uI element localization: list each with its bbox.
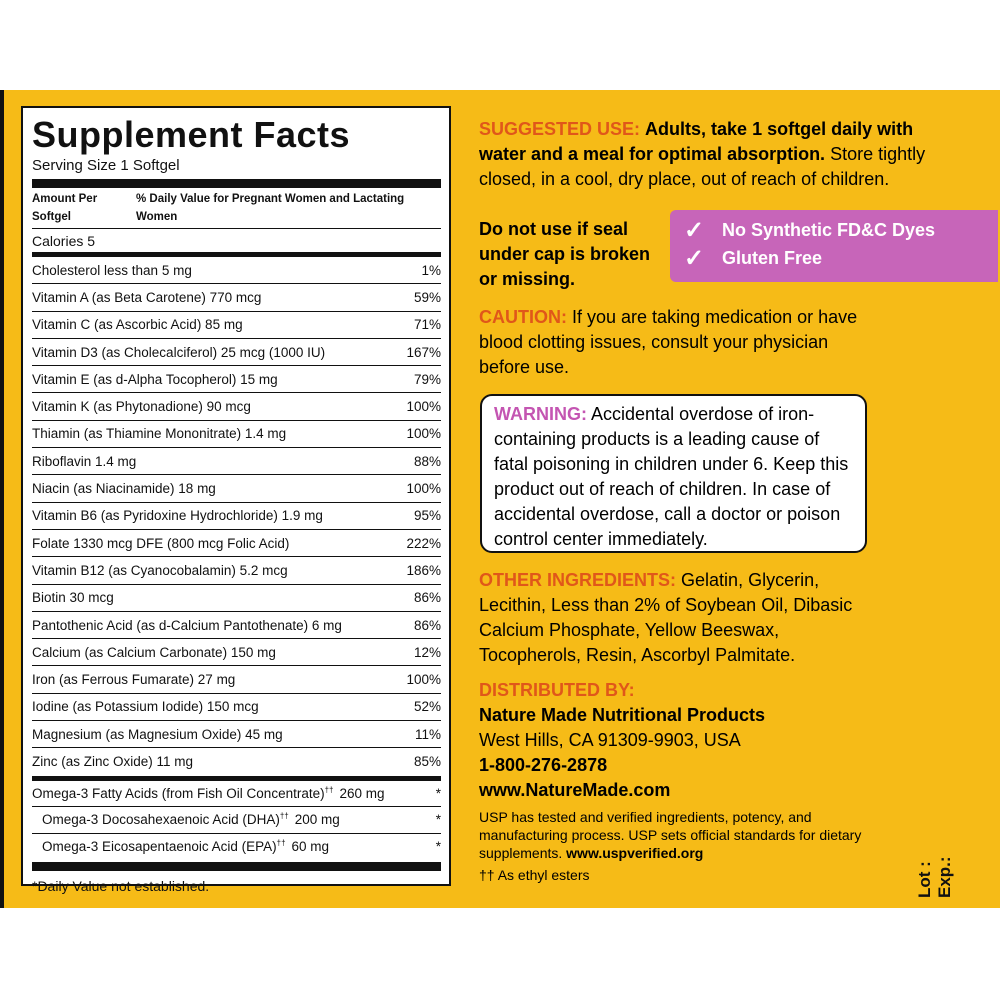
nutrient-name: Magnesium (as Magnesium Oxide) 45 mg [32,726,283,742]
omega-row [32,781,441,808]
storage-text: Store tightly closed, in a cool, dry place, out of reach of children. [479,144,926,189]
nutrient-name: Iodine (as Potassium Iodide) 150 mcg [32,699,259,715]
facts-header-row [32,190,441,229]
company-address: West Hills, CA 91309-9903, USA [479,730,741,750]
divider-thick [32,179,441,188]
seal-warning: Do not use if seal under cap is broken or missing. [479,219,651,289]
nutrient-row [32,284,441,311]
nutrient-dv: 1% [421,262,441,278]
nutrient-row [32,612,441,639]
nutrient-row [32,557,441,584]
nutrient-name: Vitamin B6 (as Pyridoxine Hydrochloride) 1.9 mg [32,508,323,524]
nutrient-name: Biotin 30 mcg [32,590,114,606]
omega-amount: 260 mg [339,785,385,801]
serving-size: Serving Size 1 Softgel [32,157,180,174]
nutrient-row [32,448,441,475]
divider-thick [32,862,441,871]
nutrient-dv: 186% [406,562,441,578]
nutrient-name: Vitamin D3 (as Cholecalciferol) 25 mcg (1000 IU) [32,344,326,360]
claim-row [684,216,998,244]
omega-name: Omega-3 Docosahexaenoic Acid (DHA) [42,812,280,828]
suggested-use-label: SUGGESTED USE: [479,119,641,139]
claim-gluten-free: Gluten Free [722,247,823,268]
nutrient-row [32,475,441,502]
omega-name: Omega-3 Fatty Acids (from Fish Oil Concentrate) [32,785,325,801]
nutrient-row [32,530,441,557]
nutrient-row [32,748,441,775]
nutrient-name: Niacin (as Niacinamide) 18 mg [32,481,216,497]
nutrient-name: Iron (as Ferrous Fumarate) 27 mg [32,672,236,688]
nutrient-dv: 79% [413,371,441,387]
nutrient-row [32,366,441,393]
other-ingredients [479,568,879,668]
nutrient-dv: 86% [413,617,441,633]
calories-row: Calories 5 [32,229,441,257]
omega-name: Omega-3 Eicosapentaenoic Acid (EPA) [42,839,277,855]
nutrient-dv: 222% [406,535,441,551]
amount-header: Amount Per Softgel [32,193,98,223]
nutrient-name: Thiamin (as Thiamine Mononitrate) 1.4 mg [32,426,287,442]
nutrient-row [32,694,441,721]
nutrient-dv: 100% [406,672,441,688]
esters-note: †† As ethyl esters [479,867,590,883]
omega-row [32,807,441,834]
warning-text: Accidental overdose of iron-containing products is a leading cause of fatal poisoning in children under 6. Keep this product out of reach of children. In case of accidental overdose, call a doctor or poison control center immediately. [494,404,849,549]
omega-dv: * [435,785,441,801]
omega-label [42,839,329,854]
exp-label: Exp.: [935,856,954,898]
nutrient-dv: 88% [413,453,441,469]
nutrient-name: Pantothenic Acid (as d-Calcium Pantothenate) 6 mg [32,617,342,633]
phone-number: 1-800-276-2878 [479,755,608,775]
nutrient-list [32,257,441,776]
caution-text: If you are taking medication or have blood clotting issues, consult your physician before use. [479,307,858,377]
nutrient-name: Riboflavin 1.4 mg [32,453,137,469]
nutrient-name: Calcium (as Calcium Carbonate) 150 mg [32,644,276,660]
facts-footnote: *Daily Value not established. [32,878,210,895]
nutrient-name: Vitamin E (as d-Alpha Tocopherol) 15 mg [32,371,278,387]
warning-label: WARNING: [494,404,587,424]
website-link: www.NatureMade.com [479,780,671,800]
nutrient-dv: 12% [413,644,441,660]
facts-title: Supplement Facts [32,114,351,155]
nutrient-row [32,721,441,748]
omega-dv: * [435,812,441,828]
omega-footnote-mark: †† [276,838,286,848]
omega-amount: 200 mg [294,812,340,828]
nutrient-dv: 95% [413,508,441,524]
nutrient-dv: 11% [414,726,441,742]
nutrient-dv: 85% [413,754,441,770]
nutrient-dv: 59% [413,289,441,305]
lot-label: Lot : [915,861,934,898]
nutrient-row [32,257,441,284]
nutrient-row [32,503,441,530]
usp-link: www.uspverified.org [566,845,704,861]
omega-amount: 60 mg [291,839,330,855]
dv-header: % Daily Value for Pregnant Women and Lactating Women [136,193,405,223]
warning-box [480,394,867,553]
distributor-section [479,678,879,803]
nutrient-name: Cholesterol less than 5 mg [32,262,192,278]
nutrient-dv: 86% [413,590,441,606]
nutrient-row [32,585,441,612]
other-ingredients-label: OTHER INGREDIENTS: [479,570,677,590]
nutrient-name: Vitamin B12 (as Cyanocobalamin) 5.2 mcg [32,562,288,578]
nutrient-dv: 52% [413,699,441,715]
caution-section [479,305,859,380]
nutrient-row [32,339,441,366]
omega-list [32,776,441,861]
claim-row [684,244,998,272]
nutrient-row [32,312,441,339]
suggested-use [479,117,929,192]
checkmark-icon: ✓ [684,216,705,244]
nutrient-dv: 100% [406,399,441,415]
label-edge [0,90,4,908]
nutrient-dv: 100% [406,426,441,442]
claim-no-dyes: No Synthetic FD&C Dyes [722,219,936,240]
nutrient-dv: 100% [406,481,441,497]
supplement-facts-panel [21,106,451,895]
lot-exp-stamp [915,818,955,898]
company-name: Nature Made Nutritional Products [479,705,766,725]
distributed-by-label: DISTRIBUTED BY: [479,680,635,700]
omega-dv: * [435,839,441,855]
claims-badge [670,210,998,282]
usp-text: USP has tested and verified ingredients, potency, and manufacturing process. USP sets official standards for dietary supplements. [479,809,862,861]
usp-statement [479,808,879,884]
nutrient-row [32,639,441,666]
nutrient-dv: 167% [406,344,441,360]
nutrient-row [32,666,441,693]
nutrient-row [32,393,441,420]
nutrient-row [32,421,441,448]
other-ingredients-text: Gelatin, Glycerin, Lecithin, Less than 2% of Soybean Oil, Dibasic Calcium Phosphate, Yellow Beeswax, Tocopherols, Resin, Ascorbyl Palmitate. [479,570,853,665]
omega-label [42,812,340,827]
nutrient-name: Zinc (as Zinc Oxide) 11 mg [32,754,194,770]
nutrient-name: Vitamin K (as Phytonadione) 90 mcg [32,399,251,415]
checkmark-icon: ✓ [684,244,705,272]
omega-row [32,834,441,861]
suggested-use-directions: Adults, take 1 softgel daily with water and a meal for optimal absorption. [479,119,914,164]
caution-label: CAUTION: [479,307,567,327]
nutrient-name: Vitamin C (as Ascorbic Acid) 85 mg [32,317,243,333]
omega-label [32,786,385,801]
omega-footnote-mark: †† [279,811,289,821]
nutrient-name: Vitamin A (as Beta Carotene) 770 mcg [32,289,262,305]
nutrient-name: Folate 1330 mcg DFE (800 mcg Folic Acid) [32,535,290,551]
nutrient-dv: 71% [413,317,441,333]
omega-footnote-mark: †† [324,785,334,795]
